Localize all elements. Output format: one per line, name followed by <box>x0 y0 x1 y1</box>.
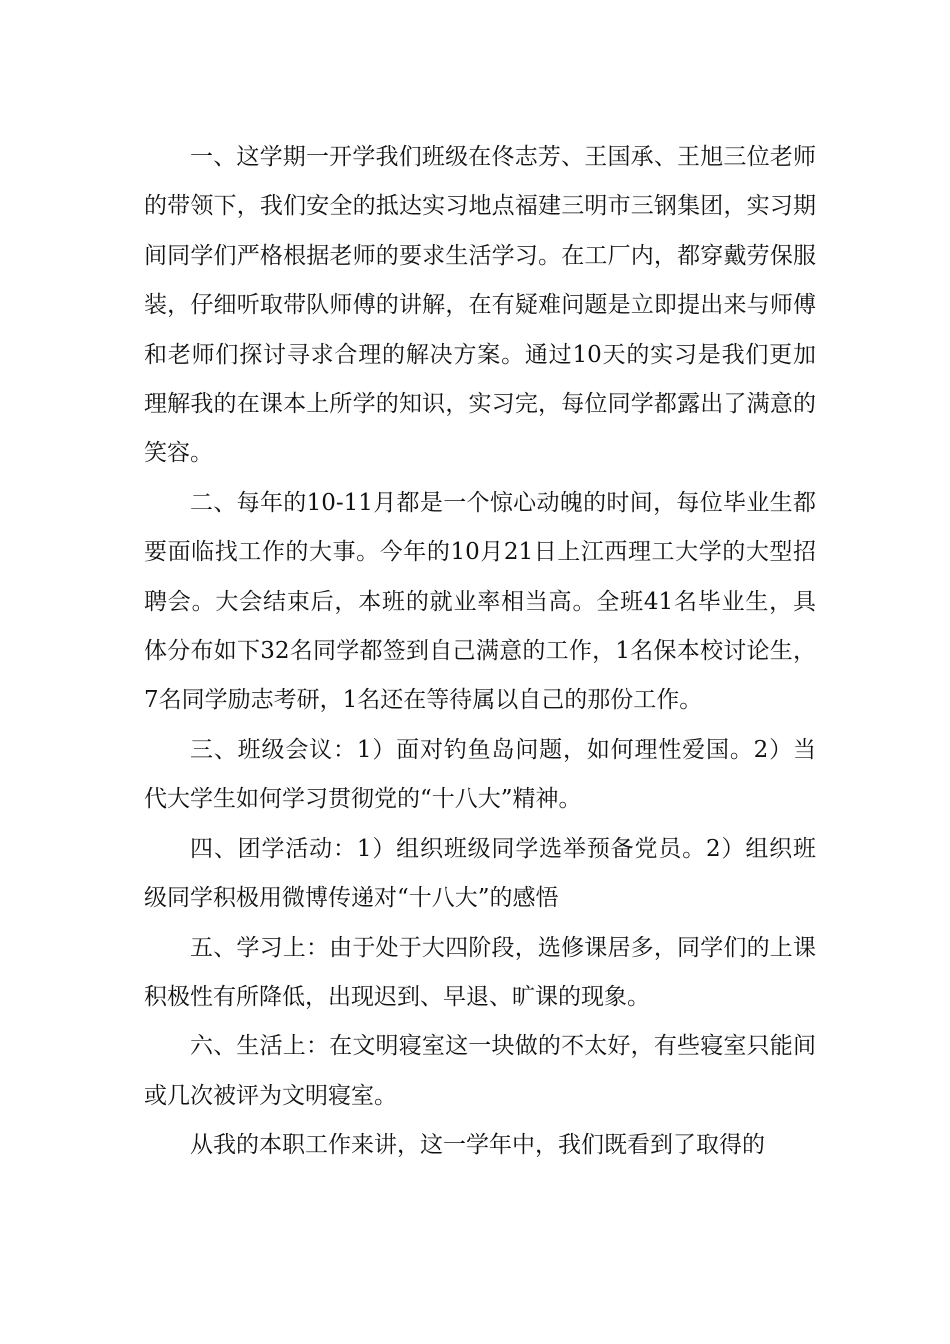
paragraph-league-activities: 四、团学活动：1）组织班级同学选举预备党员。2）组织班级同学积极用微博传递对“十八大”的感悟 <box>144 835 816 912</box>
paragraph-class-meeting: 三、班级会议：1）面对钓鱼岛问题，如何理性爱国。2）当代大学生如何学习贯彻党的“十八大”精神。 <box>144 736 816 813</box>
paragraph-summary: 从我的本职工作来讲，这一学年中，我们既看到了取得的 <box>190 1132 765 1159</box>
paragraph-job-fair: 二、每年的10-11月都是一个惊心动魄的时间，每位毕业生都要面临找工作的大事。今年的10月21日上江西理工大学的大型招聘会。大会结束后，本班的就业率相当高。全班41名毕业生，具体分布如下32名同学都签到自己满意的工作，1名保本校讨论生，7名同学励志考研，1名还在等待属以自己的那份工作。 <box>144 489 816 714</box>
document-body <box>144 133 816 1171</box>
paragraph-life: 六、生活上：在文明寝室这一块做的不太好，有些寝室只能间或几次被评为文明寝室。 <box>144 1033 816 1109</box>
paragraph-internship: 一、这学期一开学我们班级在佟志芳、王国承、王旭三位老师的带领下，我们安全的抵达实习地点福建三明市三钢集团，实习期间同学们严格根据老师的要求生活学习。在工厂内，都穿戴劳保服装，仔细听取带队师傅的讲解，在有疑难问题是立即提出来与师傅和老师们探讨寻求合理的解决方案。通过10天的实习是我们更加理解我的在课本上所学的知识，实习完，每位同学都露出了满意的笑容。 <box>144 144 816 467</box>
paragraph-study: 五、学习上：由于处于大四阶段，选修课居多，同学们的上课积极性有所降低，出现迟到、早退、旷课的现象。 <box>144 934 816 1010</box>
